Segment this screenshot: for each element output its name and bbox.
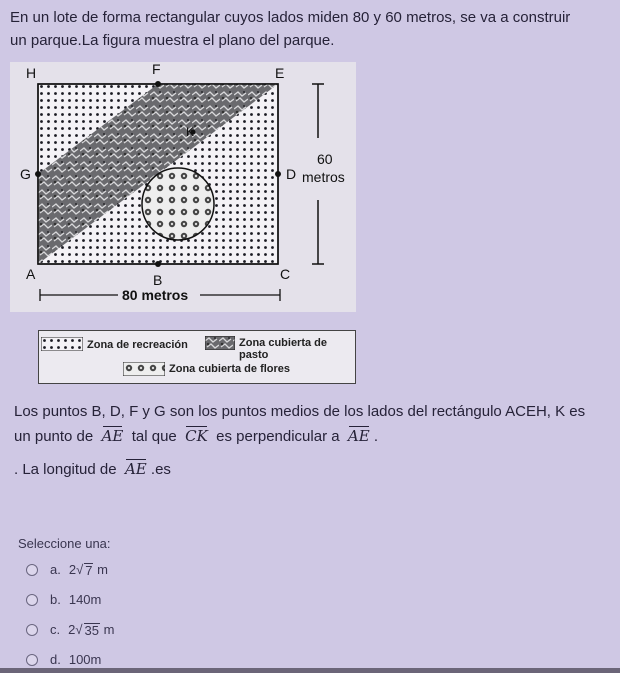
segment-ae-3: AE — [124, 460, 147, 478]
flowers-swatch — [123, 362, 165, 376]
label-g: G — [20, 166, 31, 182]
point-f — [155, 81, 161, 87]
intro-line-2: un parque.La figura muestra el plano del parque. — [10, 32, 335, 49]
segment-ae-2: AE — [347, 427, 370, 445]
radio-c[interactable] — [26, 624, 38, 636]
segment-ae: AE — [101, 427, 124, 445]
park-plan-svg — [10, 62, 356, 312]
problem-intro — [10, 6, 610, 52]
radio-b[interactable] — [26, 594, 38, 606]
point-d — [275, 171, 281, 177]
select-prompt: Seleccione una: — [18, 536, 111, 551]
figure-legend — [38, 330, 356, 384]
width-label: 80 metros — [122, 287, 189, 303]
option-c[interactable]: c. 2 √ 35 m — [26, 622, 114, 637]
height-value: 60 — [317, 151, 333, 167]
legend-recreation: Zona de recreación — [87, 339, 188, 351]
label-h: H — [26, 65, 37, 81]
option-d[interactable]: d. 100m — [26, 652, 101, 667]
radio-a[interactable] — [26, 564, 38, 576]
label-f: F — [152, 62, 161, 77]
height-unit: metros — [302, 169, 345, 185]
intro-line-1: En un lote de forma rectangular cuyos lados miden 80 y 60 metros, se va a construir — [10, 9, 571, 26]
question-line-2: un punto de AE tal que CK es perpendicular a AE . — [14, 427, 379, 445]
option-a[interactable]: a. 2 √ 7 m — [26, 562, 108, 577]
grass-swatch — [205, 336, 235, 350]
label-d: D — [286, 166, 297, 182]
point-b — [155, 261, 161, 267]
label-b: B — [153, 272, 163, 288]
label-k: K — [186, 125, 195, 139]
legend-flowers: Zona cubierta de flores — [169, 363, 291, 375]
question-line-3: . La longitud de AE .es — [14, 460, 171, 478]
label-a: A — [26, 266, 36, 282]
flower-zone — [142, 168, 214, 240]
question-text — [14, 400, 610, 482]
label-e: E — [275, 65, 285, 81]
label-c: C — [280, 266, 291, 282]
park-plan-figure — [10, 62, 356, 312]
radio-d[interactable] — [26, 654, 38, 666]
segment-ck: CK — [185, 427, 208, 445]
point-g — [35, 171, 41, 177]
question-line-1: Los puntos B, D, F y G son los puntos medios de los lados del rectángulo ACEH, K es — [14, 403, 586, 420]
option-b[interactable]: b. 140m — [26, 592, 101, 607]
legend-grass: Zona cubierta de pasto — [239, 337, 328, 361]
recreation-swatch — [41, 337, 83, 351]
bottom-divider — [0, 668, 620, 673]
